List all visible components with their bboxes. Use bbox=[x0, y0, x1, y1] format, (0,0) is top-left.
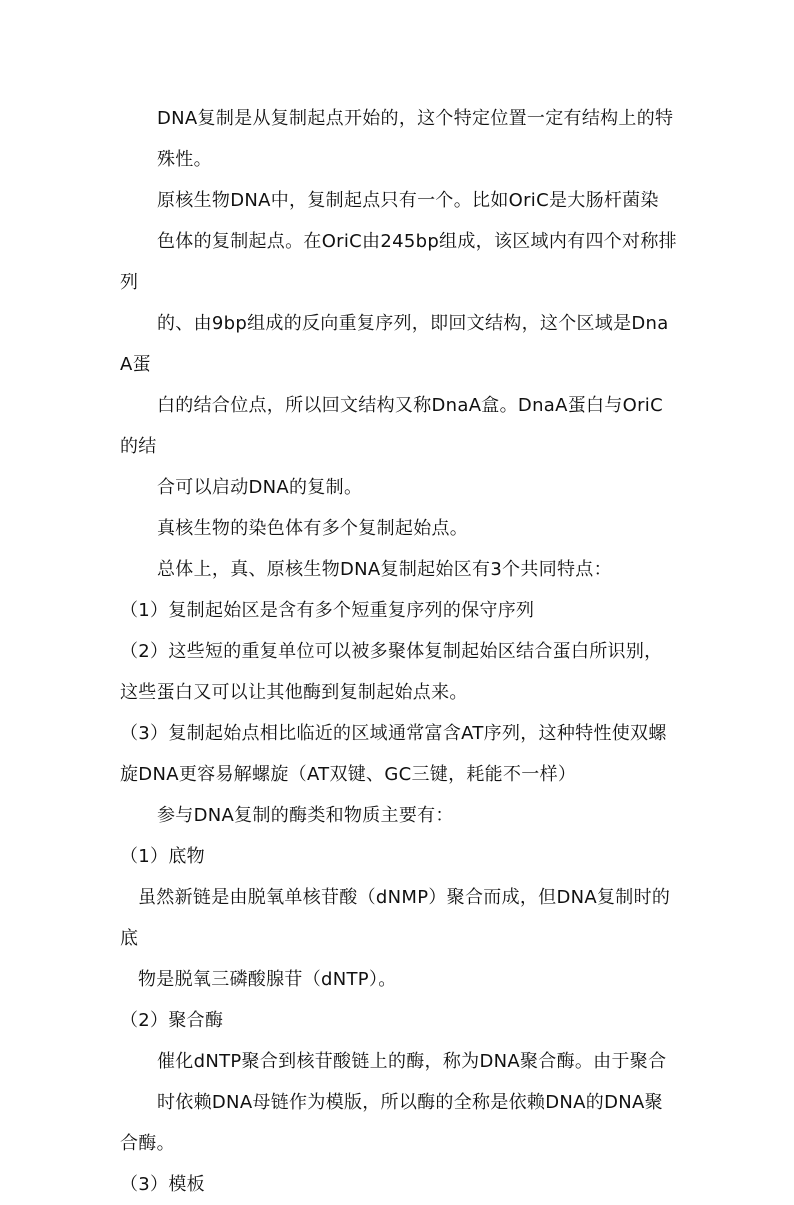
text-line: 参与DNA复制的酶类和物质主要有： bbox=[157, 805, 454, 826]
list-heading-polymerase bbox=[120, 1000, 680, 1041]
list-item-feature-2 bbox=[120, 631, 680, 713]
text-line: DNA复制是从复制起点开始的，这个特定位置一定有结构上的特 bbox=[157, 108, 674, 129]
text-line: 原核生物DNA中，复制起点只有一个。比如OriC是大肠杆菌染 bbox=[157, 190, 659, 211]
list-heading-substrate bbox=[120, 836, 680, 877]
text-line: 虽然新链是由脱氧单核苷酸（dNMP）聚合而成，但DNA复制时的底 bbox=[120, 887, 671, 949]
text-line: 物是脱氧三磷酸腺苷（dNTP）。 bbox=[138, 969, 397, 990]
document-body bbox=[120, 98, 680, 1205]
paragraph-common-features bbox=[120, 549, 680, 590]
text-line: 殊性。 bbox=[157, 149, 212, 170]
text-line: （3）复制起始点相比临近的区域通常富含AT序列，这种特性使双螺 bbox=[120, 723, 667, 744]
paragraph-enzymes-intro bbox=[120, 795, 680, 836]
paragraph-eukaryotic-origin bbox=[120, 508, 680, 549]
paragraph-replication-origin bbox=[120, 98, 680, 180]
list-item-feature-1 bbox=[120, 590, 680, 631]
text-line: 催化dNTP聚合到核苷酸链上的酶，称为DNA聚合酶。由于聚合 bbox=[157, 1051, 667, 1072]
text-line: （3）模板 bbox=[120, 1174, 205, 1195]
text-line: （1）复制起始区是含有多个短重复序列的保守序列 bbox=[120, 600, 535, 621]
text-line: 的、由9bp组成的反向重复序列，即回文结构，这个区域是DnaA蛋 bbox=[120, 313, 669, 375]
text-line: 时依赖DNA母链作为模版，所以酶的全称是依赖DNA的DNA聚合酶。 bbox=[120, 1092, 663, 1154]
paragraph-prokaryotic-origin bbox=[120, 180, 680, 508]
text-line: （1）底物 bbox=[120, 846, 205, 867]
text-line: 真核生物的染色体有多个复制起始点。 bbox=[157, 518, 469, 539]
list-heading-template bbox=[120, 1164, 680, 1205]
paragraph-polymerase bbox=[120, 1041, 680, 1164]
list-item-feature-3 bbox=[120, 713, 680, 795]
text-line: （2）这些短的重复单位可以被多聚体复制起始区结合蛋白所识别， bbox=[120, 641, 663, 662]
text-line: 白的结合位点，所以回文结构又称DnaA盒。DnaA蛋白与OriC的结 bbox=[120, 395, 663, 457]
text-line: 这些蛋白又可以让其他酶到复制起始点来。 bbox=[120, 682, 468, 703]
text-line: 旋DNA更容易解螺旋（AT双键、GC三键，耗能不一样） bbox=[120, 764, 577, 785]
text-line: （2）聚合酶 bbox=[120, 1010, 224, 1031]
paragraph-substrate bbox=[120, 877, 680, 1000]
text-line: 合可以启动DNA的复制。 bbox=[157, 477, 363, 498]
text-line: 总体上，真、原核生物DNA复制起始区有3个共同特点： bbox=[157, 559, 612, 580]
text-line: 色体的复制起点。在OriC由245bp组成，该区域内有四个对称排列 bbox=[120, 231, 677, 293]
